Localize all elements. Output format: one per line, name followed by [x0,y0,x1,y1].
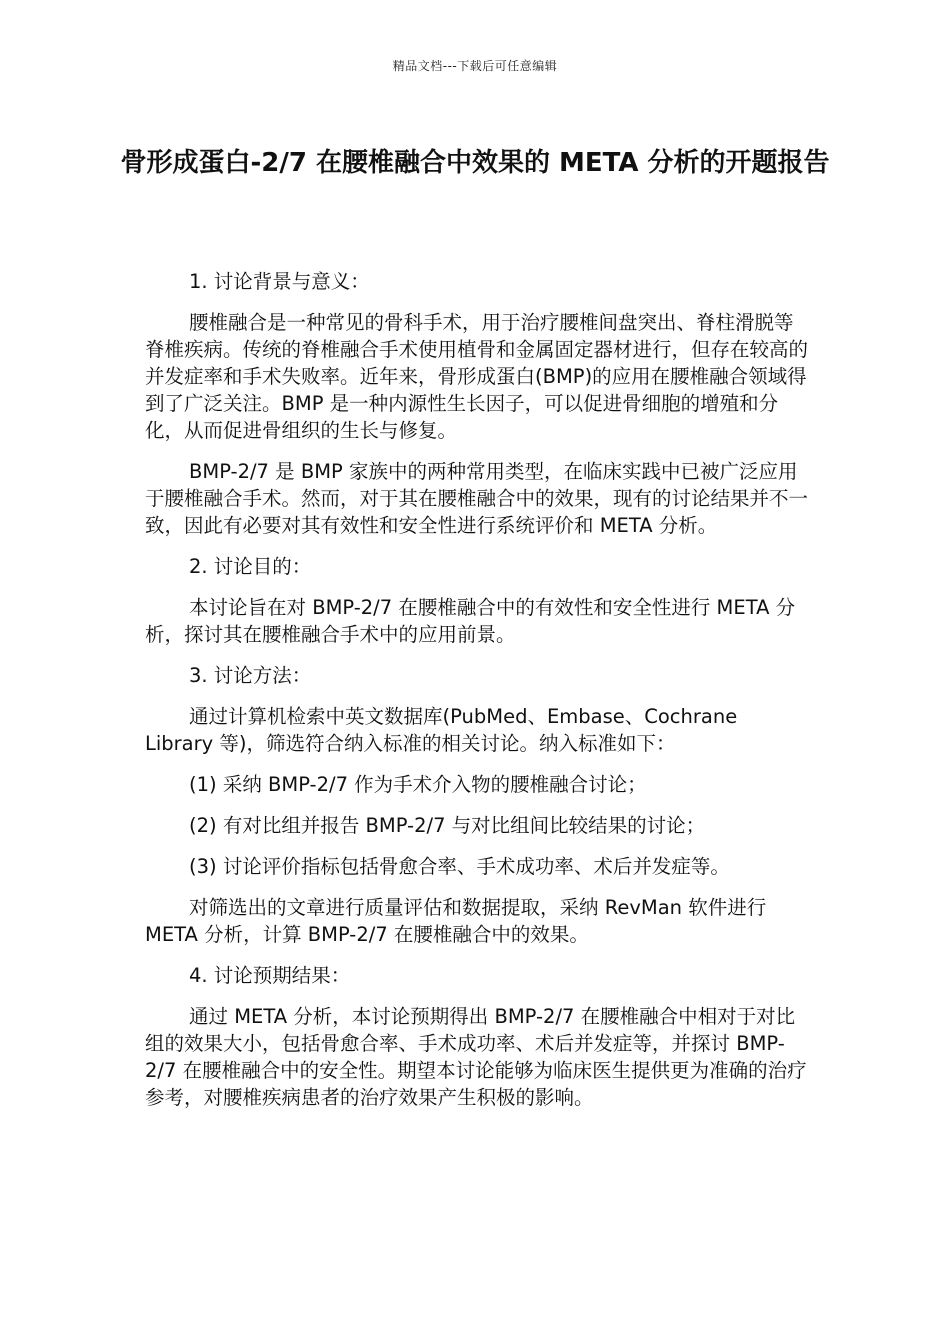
section-3-paragraph-1: 通过计算机检索中英文数据库(PubMed、Embase、Cochrane Library 等)，筛选符合纳入标准的相关讨论。纳入标准如下： [145,705,738,755]
section-1-paragraph-2: BMP-2/7 是 BMP 家族中的两种常用类型，在临床实践中已被广泛应用于腰椎融合手术。然而，对于其在腰椎融合中的效果，现有的讨论结果并不一致，因此有必要对其有效性和安全性进行系统评价和 META 分析。 [145,460,809,537]
document-title: 骨形成蛋白-2/7 在腰椎融合中效果的 META 分析的开题报告 [120,148,830,178]
section-2-heading: 2. 讨论目的： [189,555,312,578]
section-1-heading: 1. 讨论背景与意义： [189,270,370,293]
criteria-item-2: (2) 有对比组并报告 BMP-2/7 与对比组间比较结果的讨论； [189,814,706,837]
criteria-item-1: (1) 采纳 BMP-2/7 作为手术介入物的腰椎融合讨论； [189,773,647,796]
criteria-item-3: (3) 讨论评价指标包括骨愈合率、手术成功率、术后并发症等。 [189,855,730,878]
section-4-paragraph-1: 通过 META 分析，本讨论预期得出 BMP-2/7 在腰椎融合中相对于对比组的效果大小，包括骨愈合率、手术成功率、术后并发症等，并探讨 BMP-2/7 在腰椎融合中的安全性。期望本讨论能够为临床医生提供更为准确的治疗参考，对腰椎疾病患者的治疗效果产生积极的影响。 [145,1005,807,1109]
section-3-heading: 3. 讨论方法： [189,664,312,687]
document-body [145,268,810,1125]
header-note: 精品文档---下载后可任意编辑 [392,59,558,73]
section-4-heading: 4. 讨论预期结果： [189,964,351,987]
section-1-paragraph-1: 腰椎融合是一种常见的骨科手术，用于治疗腰椎间盘突出、脊柱滑脱等脊椎疾病。传统的脊椎融合手术使用植骨和金属固定器材进行，但存在较高的并发症率和手术失败率。近年来，骨形成蛋白(BMP)的应用在腰椎融合领域得到了广泛关注。BMP 是一种内源性生长因子，可以促进骨细胞的增殖和分化，从而促进骨组织的生长与修复。 [145,311,809,442]
section-3-paragraph-2: 对筛选出的文章进行质量评估和数据提取，采纳 RevMan 软件进行 META 分析，计算 BMP-2/7 在腰椎融合中的效果。 [145,896,767,946]
section-2-paragraph-1: 本讨论旨在对 BMP-2/7 在腰椎融合中的有效性和安全性进行 META 分析，探讨其在腰椎融合手术中的应用前景。 [145,596,796,646]
